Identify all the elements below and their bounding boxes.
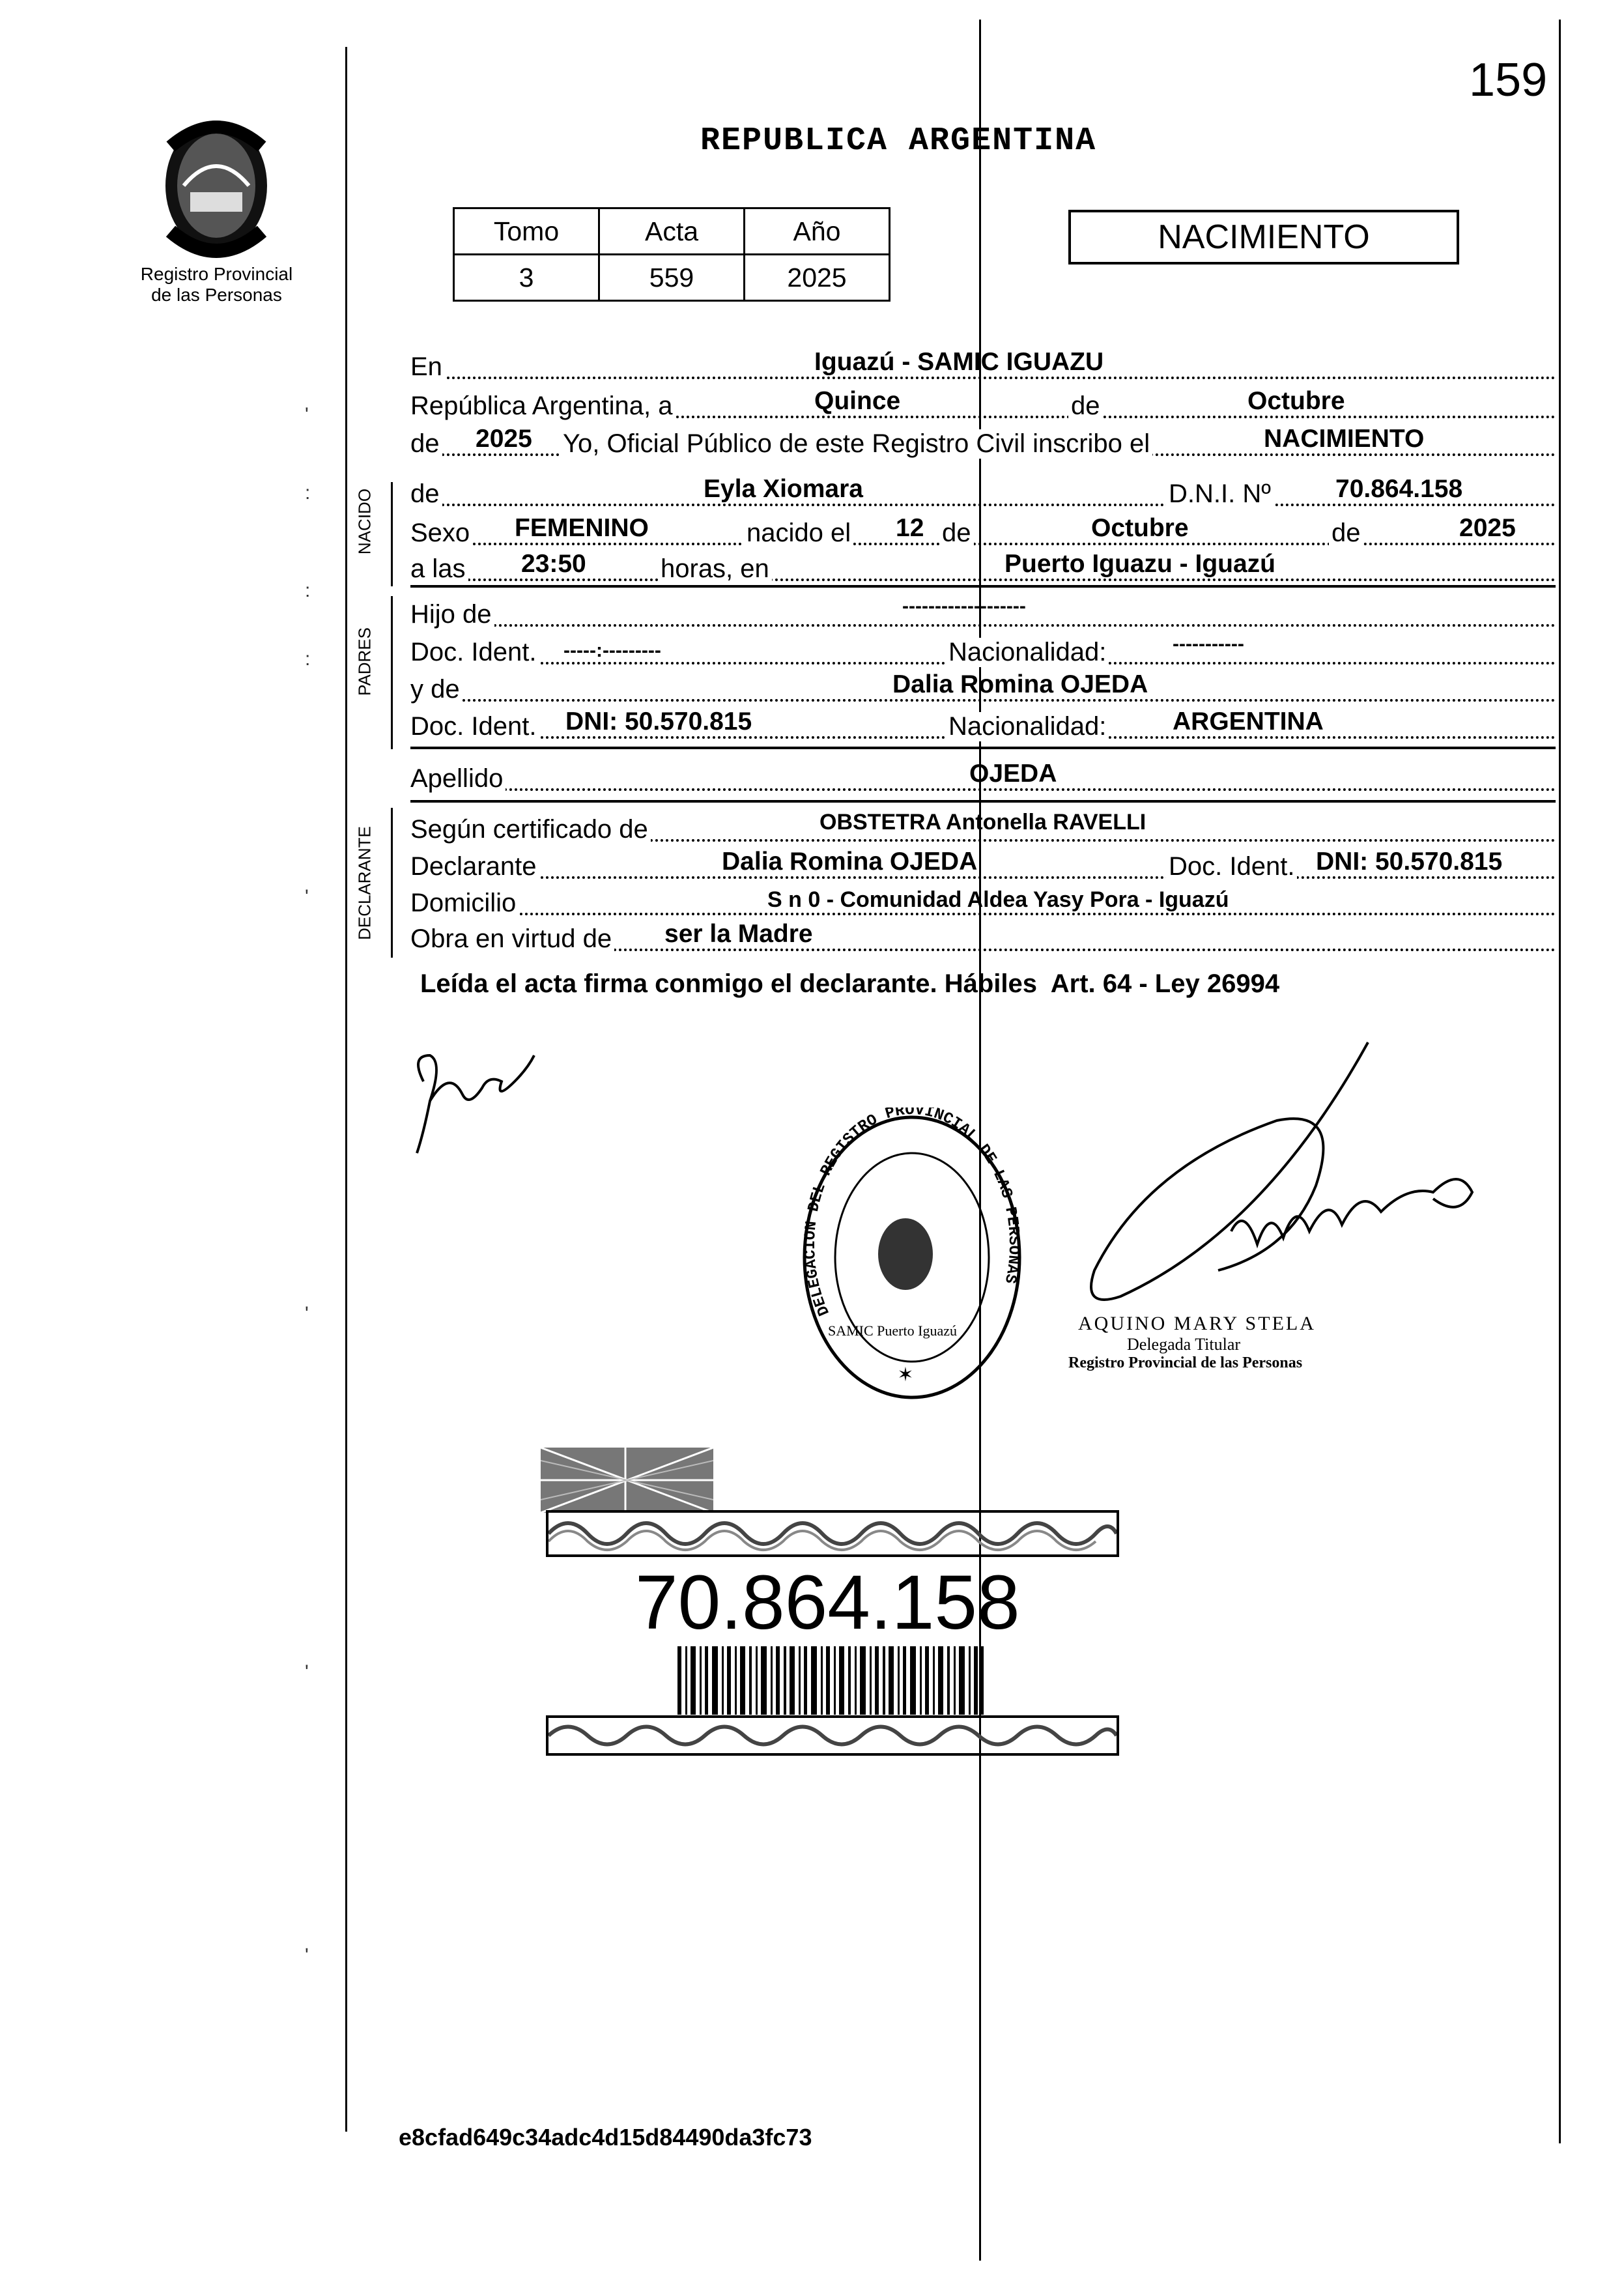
hologram-pattern-icon (541, 1448, 713, 1513)
hijo-label: Hijo de (410, 600, 494, 629)
barcode-icon (677, 1646, 984, 1715)
birth-day: 12 (896, 514, 924, 542)
official-role: Delegada Titular (1127, 1335, 1241, 1354)
nacionalidad-label: Nacionalidad: (946, 638, 1109, 667)
dotted-line (410, 876, 1556, 879)
de-label: de (410, 479, 442, 509)
padres-section-label: PADRES (354, 627, 375, 696)
official-block (1068, 1313, 1394, 1372)
apellido-label: Apellido (410, 764, 506, 793)
republica-label: República Argentina, a (410, 392, 676, 421)
section-divider (410, 800, 1556, 803)
document-hash: e8cfad649c34adc4d15d84490da3fc73 (399, 2124, 812, 2151)
logo-caption-line2: de las Personas (151, 285, 282, 305)
cert-value: OBSTETRA Antonella RAVELLI (819, 810, 1147, 835)
right-margin-line (1559, 20, 1561, 2143)
dotted-line (410, 699, 1556, 702)
obra-label: Obra en virtud de (410, 924, 614, 954)
obra-value: ser la Madre (664, 920, 813, 948)
security-band-bottom (546, 1715, 1119, 1756)
en-label: En (410, 352, 445, 382)
father-doc: -----:--------- (563, 640, 661, 661)
dotted-line (410, 543, 1556, 545)
nacido-section-label: NACIDO (354, 488, 375, 555)
birth-year: 2025 (1459, 514, 1516, 542)
anio-value: 2025 (745, 255, 890, 301)
dni-label: D.N.I. Nº (1166, 479, 1274, 509)
doc-label: Doc. Ident. (410, 712, 539, 741)
logo-caption (124, 264, 309, 306)
month-value: Octubre (1247, 387, 1345, 415)
anio-header: Año (745, 208, 890, 255)
security-band-top (546, 1510, 1119, 1557)
father-name: ------------------- (902, 595, 1026, 617)
row-mother-doc (410, 705, 1556, 745)
security-hologram (541, 1448, 713, 1513)
barcode (677, 1646, 984, 1715)
sexo-label: Sexo (410, 519, 472, 548)
mother-nationality: ARGENTINA (1173, 708, 1324, 736)
coat-of-arms-icon (151, 107, 281, 270)
official-signature (1068, 1036, 1511, 1322)
margin-mark: ' (305, 1661, 309, 1683)
row-en (410, 345, 1556, 386)
doc-label: Doc. Ident. (1166, 852, 1297, 881)
oficial-text: Yo, Oficial Público de este Registro Civil inscribo el (560, 429, 1152, 459)
inscribe-value: NACIMIENTO (1264, 425, 1425, 453)
dotted-line (410, 504, 1556, 506)
act-type-box: NACIMIENTO (1068, 210, 1459, 264)
row-mother (410, 668, 1556, 708)
margin-mark: ' (305, 1303, 309, 1324)
row-hijo (410, 593, 1556, 633)
tomo-value: 3 (454, 255, 599, 301)
dotted-line (410, 624, 1556, 627)
de-label: de (410, 429, 442, 459)
mother-name: Dalia Romina OJEDA (892, 670, 1148, 698)
row-hora (410, 547, 1556, 588)
year-value: 2025 (476, 425, 532, 453)
guilloche-pattern-icon (548, 1718, 1117, 1753)
domicilio-label: Domicilio (410, 889, 519, 918)
dotted-line (410, 913, 1556, 915)
yde-label: y de (410, 675, 463, 704)
barcode-number: 70.864.158 (635, 1560, 1020, 1646)
row-oficial (410, 422, 1556, 463)
row-nacido-name (410, 472, 1556, 513)
domicilio-value: S n 0 - Comunidad Aldea Yasy Pora - Iguazú (767, 887, 1229, 912)
record-table (453, 207, 890, 302)
declarante-label: Declarante (410, 852, 539, 881)
margin-mark: : (305, 648, 311, 670)
birth-month: Octubre (1091, 514, 1189, 542)
sexo-value: FEMENINO (515, 514, 649, 542)
alas-label: a las (410, 554, 468, 584)
de-label: de (1068, 392, 1103, 421)
row-republica (410, 384, 1556, 425)
birth-place: Puerto Iguazu - Iguazú (1004, 550, 1275, 578)
child-name: Eyla Xiomara (704, 475, 863, 503)
seal-outer-text: DELEGACION DEL REGISTRO PROVINCIAL DE LAS PERSONAS (801, 1108, 1023, 1319)
nacionalidad-label: Nacionalidad: (946, 712, 1109, 741)
birth-time: 23:50 (521, 550, 586, 578)
closing-note: Leída el acta firma conmigo el declarante. Hábiles Art. 64 - Ley 26994 (420, 969, 1280, 998)
declarante-bracket (391, 808, 393, 958)
doc-label: Doc. Ident. (410, 638, 539, 667)
dotted-line (410, 788, 1556, 791)
nacido-label: nacido el (744, 519, 853, 548)
apellido-value: OJEDA (969, 760, 1057, 788)
acta-value: 559 (599, 255, 745, 301)
row-sexo (410, 511, 1556, 552)
dotted-line (410, 377, 1556, 379)
padres-bracket (391, 596, 393, 749)
declarante-value: Dalia Romina OJEDA (722, 848, 978, 876)
province-logo (151, 107, 281, 270)
row-certificado (410, 808, 1556, 848)
horas-label: horas, en (658, 554, 772, 584)
row-father-doc (410, 631, 1556, 671)
mother-doc: DNI: 50.570.815 (565, 708, 752, 736)
seal-inner-text: SAMIC Puerto Iguazú (828, 1322, 957, 1339)
row-declarante (410, 845, 1556, 885)
left-margin-line (345, 47, 347, 2132)
declarante-section-label: DECLARANTE (354, 826, 375, 940)
official-seal (795, 1108, 1029, 1407)
margin-mark: ' (305, 886, 309, 908)
nacido-bracket (391, 482, 393, 586)
row-apellido (410, 757, 1556, 797)
section-divider (410, 585, 1556, 588)
page-number: 159 (1469, 54, 1548, 106)
margin-mark: : (305, 482, 311, 504)
handwritten-signature-icon (1068, 1036, 1511, 1322)
tomo-header: Tomo (454, 208, 599, 255)
acta-header: Acta (599, 208, 745, 255)
margin-mark: ' (305, 404, 309, 425)
guilloche-pattern-icon (548, 1513, 1117, 1554)
row-obra (410, 917, 1556, 958)
cert-label: Según certificado de (410, 815, 651, 844)
document-title: REPUBLICA ARGENTINA (700, 122, 1097, 160)
logo-caption-line1: Registro Provincial (140, 264, 293, 284)
child-dni: 70.864.158 (1335, 475, 1463, 503)
de-label: de (939, 519, 974, 548)
svg-text:✶: ✶ (897, 1364, 914, 1386)
handwritten-signature-icon (404, 1042, 547, 1160)
seal-stamp-icon (795, 1108, 1029, 1407)
official-org: Registro Provincial de las Personas (1068, 1354, 1303, 1371)
section-divider (410, 747, 1556, 749)
dotted-line (410, 579, 1556, 581)
official-name: AQUINO MARY STELA (1078, 1313, 1316, 1334)
declarante-doc: DNI: 50.570.815 (1316, 848, 1503, 876)
margin-mark: ' (305, 1945, 309, 1966)
en-value: Iguazú - SAMIC IGUAZU (814, 348, 1104, 376)
father-nationality: ----------- (1173, 633, 1244, 655)
day-value: Quince (814, 387, 901, 415)
declarant-signature (404, 1042, 547, 1160)
row-domicilio (410, 881, 1556, 922)
de-label: de (1329, 519, 1363, 548)
margin-mark: : (305, 580, 311, 601)
